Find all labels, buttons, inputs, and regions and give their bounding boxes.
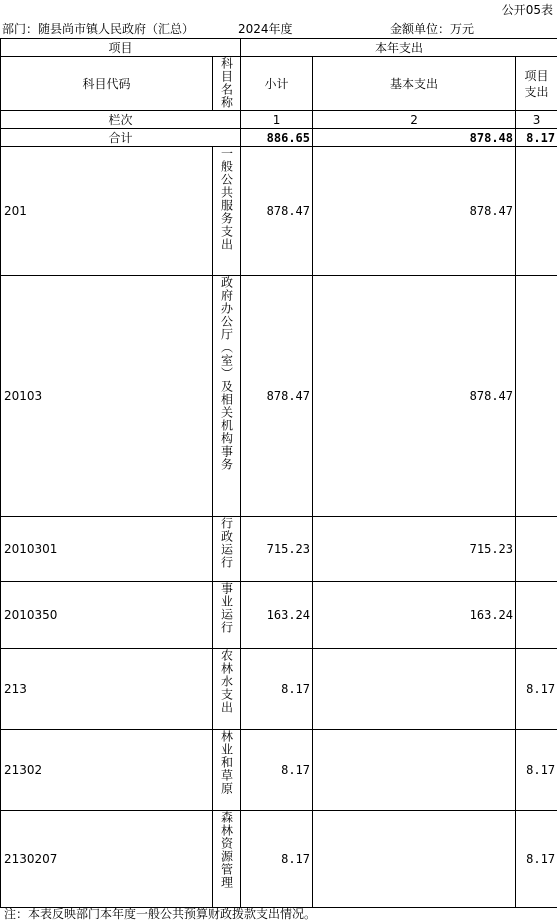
subject-name-cell — [213, 517, 241, 582]
subtotal-cell: 8.17 — [241, 811, 313, 908]
table-row — [1, 649, 557, 730]
subject-name-text: 政府办公厅（室）及相关机构事务 — [219, 276, 234, 471]
subtotal-cell: 878.47 — [241, 276, 313, 517]
expenditure-table — [0, 38, 557, 908]
project-expenditure-cell: 8.17 — [516, 730, 557, 811]
subject-name-header-cell — [213, 57, 241, 111]
subject-name-text: 森林资源管理 — [219, 811, 234, 889]
year-label: 2024年度 — [238, 22, 293, 36]
column-index-label: 栏次 — [1, 111, 241, 129]
table-row — [1, 582, 557, 649]
subject-code-cell: 213 — [1, 649, 213, 730]
basic-expenditure-cell: 878.47 — [313, 147, 516, 276]
project-expenditure-cell — [516, 147, 557, 276]
subtotal-cell: 878.47 — [241, 147, 313, 276]
basic-expenditure-cell — [313, 730, 516, 811]
table-row — [1, 730, 557, 811]
subject-name-cell — [213, 730, 241, 811]
total-row — [1, 129, 557, 147]
subject-name-cell — [213, 276, 241, 517]
department-label: 部门：随县尚市镇人民政府（汇总） — [2, 22, 195, 36]
project-expenditure-cell: 8.17 — [516, 649, 557, 730]
subject-code-cell: 21302 — [1, 730, 213, 811]
total-basic: 878.48 — [313, 129, 516, 147]
subject-name-text: 一般公共服务支出 — [219, 147, 234, 251]
subject-name-cell — [213, 649, 241, 730]
subtotal-cell: 8.17 — [241, 649, 313, 730]
table-row — [1, 147, 557, 276]
project-expenditure-cell — [516, 582, 557, 649]
subject-name-cell — [213, 147, 241, 276]
header-row-2 — [1, 57, 557, 111]
unit-label: 金额单位：万元 — [390, 22, 475, 36]
header-row-1 — [1, 39, 557, 57]
subject-name-cell — [213, 582, 241, 649]
basic-expenditure-cell: 715.23 — [313, 517, 516, 582]
project-expenditure-cell: 8.17 — [516, 811, 557, 908]
total-subtotal: 886.65 — [241, 129, 313, 147]
current-year-expenditure-header: 本年支出 — [241, 39, 557, 57]
subject-name-text: 行政运行 — [219, 517, 234, 569]
total-project: 8.17 — [516, 129, 557, 147]
subtotal-cell: 8.17 — [241, 730, 313, 811]
column-index-2: 2 — [313, 111, 516, 129]
subject-code-cell: 2010301 — [1, 517, 213, 582]
subtotal-cell: 163.24 — [241, 582, 313, 649]
subject-name-cell — [213, 811, 241, 908]
subject-code-cell: 201 — [1, 147, 213, 276]
subject-name-header: 科目名称 — [219, 57, 234, 109]
subject-code-cell: 2130207 — [1, 811, 213, 908]
basic-expenditure-cell: 163.24 — [313, 582, 516, 649]
subject-name-text: 事业运行 — [219, 582, 234, 634]
basic-expenditure-header: 基本支出 — [313, 57, 516, 111]
project-header: 项目 — [1, 39, 241, 57]
subject-name-text: 林业和草原 — [219, 730, 234, 795]
column-index-3: 3 — [516, 111, 557, 129]
project-expenditure-header: 项目支出 — [516, 57, 557, 111]
total-label: 合计 — [1, 129, 241, 147]
subject-code-header: 科目代码 — [1, 57, 213, 111]
table-row — [1, 276, 557, 517]
subtotal-header: 小计 — [241, 57, 313, 111]
basic-expenditure-cell — [313, 649, 516, 730]
project-expenditure-cell — [516, 276, 557, 517]
project-expenditure-cell — [516, 517, 557, 582]
form-code: 公开05表 — [501, 3, 553, 17]
basic-expenditure-cell — [313, 811, 516, 908]
subtotal-cell: 715.23 — [241, 517, 313, 582]
footnote: 注：本表反映部门本年度一般公共预算财政拨款支出情况。 — [4, 907, 317, 921]
column-index-1: 1 — [241, 111, 313, 129]
table-row — [1, 517, 557, 582]
column-index-row — [1, 111, 557, 129]
table-row — [1, 811, 557, 908]
basic-expenditure-cell: 878.47 — [313, 276, 516, 517]
subject-code-cell: 20103 — [1, 276, 213, 517]
subject-code-cell: 2010350 — [1, 582, 213, 649]
subject-name-text: 农林水支出 — [219, 649, 234, 714]
